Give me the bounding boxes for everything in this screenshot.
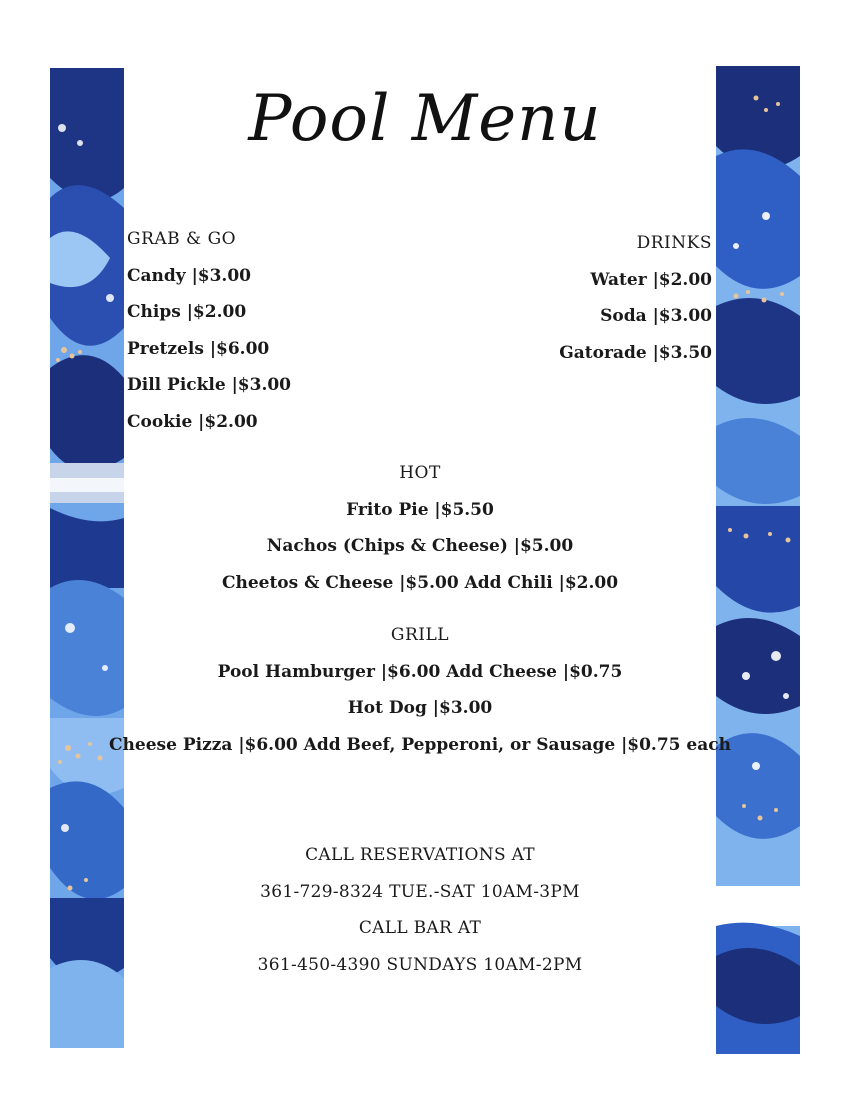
grab-and-go-section	[127, 228, 291, 447]
menu-item: Pool Hamburger |$6.00 Add Cheese |$0.75	[217, 661, 623, 682]
section-heading: GRAB & GO	[127, 229, 237, 249]
hot-section	[0, 462, 840, 608]
menu-item: Cookie |$2.00	[127, 411, 258, 432]
menu-item: Dill Pickle |$3.00	[127, 375, 292, 395]
menu-item: Hot Dog |$3.00	[347, 698, 493, 718]
menu-item: Nachos (Chips & Cheese) |$5.00	[266, 536, 574, 556]
section-heading: DRINKS	[636, 233, 712, 253]
menu-item: Cheese Pizza |$6.00 Add Beef, Pepperoni, or Sausage |$0.75 each	[109, 734, 731, 755]
contact-line: CALL BAR AT	[358, 918, 482, 938]
contact-line: CALL RESERVATIONS AT	[305, 845, 535, 865]
menu-item: Gatorade |$3.50	[559, 342, 712, 363]
menu-item: Cheetos & Cheese |$5.00 Add Chili |$2.00	[221, 572, 619, 593]
menu-item: Water |$2.00	[590, 269, 712, 290]
menu-item: Frito Pie |$5.50	[346, 499, 494, 520]
menu-item: Candy |$3.00	[127, 265, 252, 286]
grill-section	[0, 624, 840, 770]
contact-section	[0, 844, 840, 990]
drinks-section	[559, 232, 712, 378]
section-heading: HOT	[399, 463, 441, 483]
contact-line: 361-450-4390 SUNDAYS 10AM-2PM	[257, 954, 583, 975]
menu-item: Soda |$3.00	[600, 306, 712, 326]
menu-item: Pretzels |$6.00	[127, 338, 270, 359]
section-heading: GRILL	[390, 625, 450, 645]
menu-title: Pool Menu	[248, 82, 602, 156]
contact-line: 361-729-8324 TUE.-SAT 10AM-3PM	[260, 881, 580, 902]
menu-item: Chips |$2.00	[127, 302, 247, 322]
